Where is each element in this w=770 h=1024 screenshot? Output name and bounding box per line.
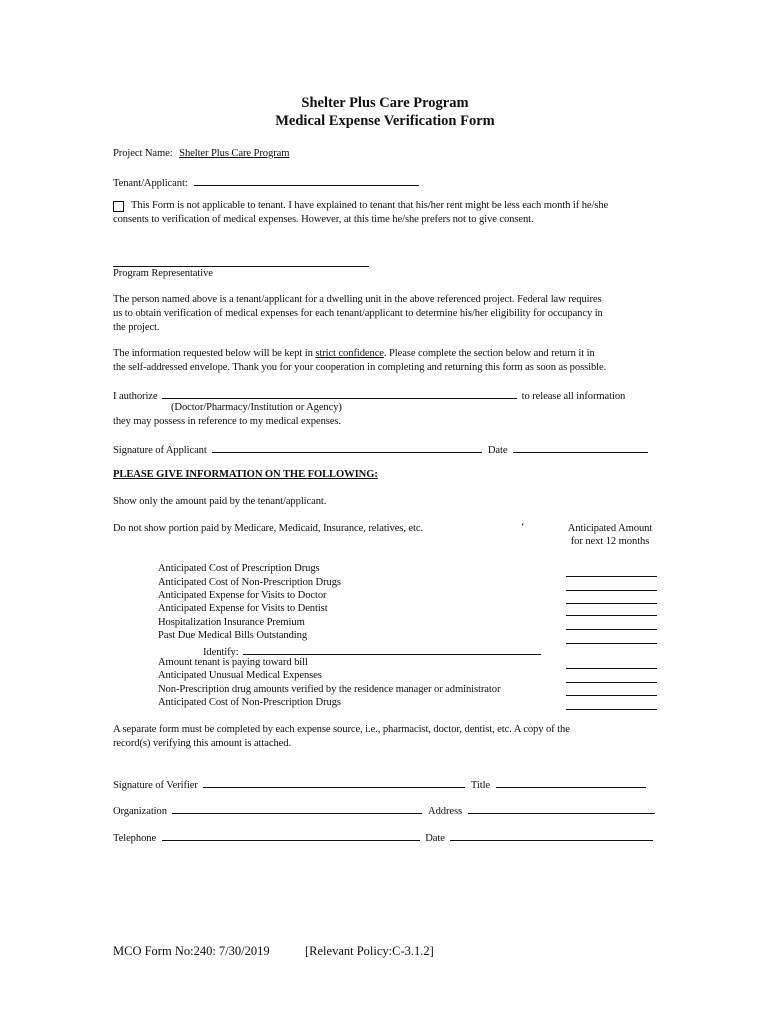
organization-field[interactable] <box>172 803 422 814</box>
expense-item-hospitalization: Hospitalization Insurance Premium <box>158 617 305 628</box>
identify-row <box>203 644 541 658</box>
applicant-signature-field[interactable] <box>212 442 482 453</box>
authorize-row <box>113 388 625 402</box>
separate-form-line2: record(s) verifying this amount is attached. <box>113 738 291 749</box>
project-name-value: Shelter Plus Care Program <box>179 148 290 159</box>
applicant-signature-label: Signature of Applicant <box>113 445 207 456</box>
organization-row <box>113 803 655 817</box>
tick-mark: ‘ <box>521 522 525 533</box>
para1-line1: The person named above is a tenant/applicant for a dwelling unit in the above referenced project. Federal law requires <box>113 294 602 305</box>
section-heading: PLEASE GIVE INFORMATION ON THE FOLLOWING: <box>113 469 378 480</box>
tenant-row <box>113 175 419 189</box>
program-rep-label: Program Representative <box>113 268 213 279</box>
expense-item-unusual: Anticipated Unusual Medical Expenses <box>158 670 322 681</box>
amount-field-prescription[interactable] <box>566 575 657 577</box>
applicant-date-label: Date <box>487 445 508 456</box>
instruction-1: Show only the amount paid by the tenant/applicant. <box>113 496 327 507</box>
applicant-date-field[interactable] <box>513 442 648 453</box>
address-field[interactable] <box>468 803 655 814</box>
authorize-field[interactable] <box>162 388 517 399</box>
consent-text-line2: consents to verification of medical expenses. However, at this time he/she prefers not to give consent. <box>113 214 534 225</box>
tenant-field[interactable] <box>194 175 419 186</box>
authorize-label: I authorize <box>113 391 158 402</box>
expense-item-paying-toward: Amount tenant is paying toward bill <box>158 657 308 668</box>
expense-item-doctor: Anticipated Expense for Visits to Doctor <box>158 590 327 601</box>
amount-field-non-prescription-2[interactable] <box>566 708 657 710</box>
verifier-date-label: Date <box>425 833 445 844</box>
verifier-signature-label: Signature of Verifier <box>113 780 198 791</box>
form-title-line1: Shelter Plus Care Program <box>301 95 469 111</box>
address-label: Address <box>428 806 463 817</box>
para1-line3: the project. <box>113 322 160 333</box>
amount-header-line2: for next 12 months <box>570 536 650 547</box>
verifier-date-field[interactable] <box>450 830 653 841</box>
telephone-row <box>113 830 653 844</box>
verifier-title-field[interactable] <box>496 777 646 788</box>
amount-field-verified[interactable] <box>566 694 657 696</box>
expense-item-past-due: Past Due Medical Bills Outstanding <box>158 630 308 641</box>
project-name-row <box>113 148 289 159</box>
telephone-label: Telephone <box>113 833 157 844</box>
expense-item-verified: Non-Prescription drug amounts verified by the residence manager or administrator <box>158 684 501 695</box>
para2-line2: the self-addressed envelope. Thank you for your cooperation in completing and returning this form as soon as possible. <box>113 362 607 373</box>
separate-form-line1: A separate form must be completed by each expense source, i.e., pharmacist, doctor, dentist, etc. A copy of the <box>113 724 570 735</box>
para2-line1 <box>113 348 595 359</box>
strict-confidence-text: strict confidence <box>315 348 384 359</box>
applicant-signature-row <box>113 442 648 456</box>
identify-field[interactable] <box>243 644 541 655</box>
amount-field-past-due[interactable] <box>566 642 657 644</box>
para2-post: . Please complete the section below and return it in <box>383 348 595 359</box>
footer-form-number: MCO Form No:240: 7/30/2019 <box>113 944 270 958</box>
expense-item-prescription: Anticipated Cost of Prescription Drugs <box>158 563 320 574</box>
verifier-signature-row <box>113 777 646 791</box>
amount-field-paying-toward[interactable] <box>566 667 657 669</box>
telephone-field[interactable] <box>162 830 420 841</box>
program-rep-signature-line[interactable] <box>113 266 369 267</box>
authorize-line2: they may possess in reference to my medical expenses. <box>113 416 341 427</box>
project-name-label: Project Name: <box>113 148 173 159</box>
form-title-line2: Medical Expense Verification Form <box>275 113 495 129</box>
expense-item-non-prescription: Anticipated Cost of Non-Prescription Drugs <box>158 577 341 588</box>
amount-field-hospitalization[interactable] <box>566 628 657 630</box>
para2-pre: The information requested below will be kept in <box>113 348 316 359</box>
authorize-sub-label: (Doctor/Pharmacy/Institution or Agency) <box>171 402 342 413</box>
verifier-signature-field[interactable] <box>203 777 465 788</box>
instruction-2: Do not show portion paid by Medicare, Medicaid, Insurance, relatives, etc. <box>113 523 424 534</box>
expense-item-non-prescription-2: Anticipated Cost of Non-Prescription Drugs <box>158 697 341 708</box>
amount-field-unusual[interactable] <box>566 681 657 683</box>
para1-line2: us to obtain verification of medical expenses for each tenant/applicant to determine his/her eligibility for occupancy in <box>113 308 603 319</box>
expense-item-dentist: Anticipated Expense for Visits to Dentist <box>158 603 328 614</box>
verifier-title-label: Title <box>470 780 491 791</box>
identify-label: Identify: <box>203 647 239 658</box>
amount-field-non-prescription[interactable] <box>566 589 657 591</box>
authorize-post: to release all information <box>521 391 626 402</box>
tenant-label: Tenant/Applicant: <box>113 178 188 189</box>
organization-label: Organization <box>113 806 167 817</box>
amount-field-doctor[interactable] <box>566 602 657 604</box>
consent-checkbox[interactable] <box>113 201 124 212</box>
footer-policy: [Relevant Policy:C-3.1.2] <box>305 944 434 958</box>
consent-text-line1: This Form is not applicable to tenant. I have explained to tenant that his/her rent might be less each month if he/she <box>131 200 609 211</box>
amount-field-dentist[interactable] <box>566 614 657 616</box>
amount-header-line1: Anticipated Amount <box>567 523 653 534</box>
